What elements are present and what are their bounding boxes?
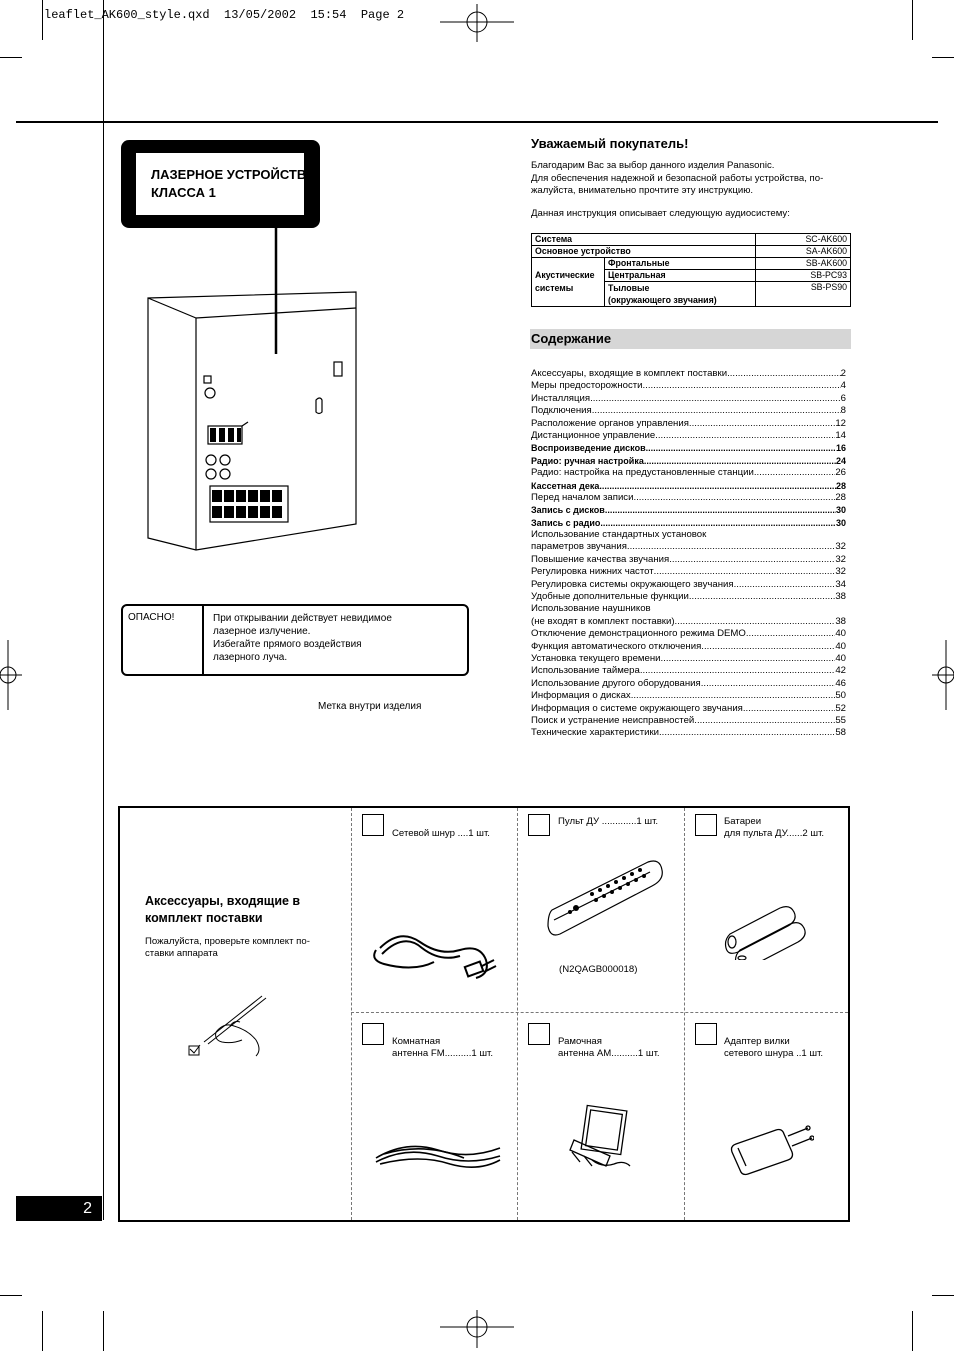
toc-leader-dots — [590, 393, 841, 405]
danger-line-3: Избегайте прямого воздействия — [213, 639, 362, 650]
toc-item-page: 34 — [835, 578, 846, 590]
accessories-title — [145, 893, 335, 927]
toc-row — [531, 603, 846, 615]
am-antenna-illustration — [552, 1100, 642, 1180]
toc-row — [531, 467, 846, 479]
cell-divider — [517, 808, 518, 1220]
toc-item-page: 26 — [835, 467, 846, 479]
toc-item-page: 40 — [835, 628, 846, 640]
toc-leader-dots — [661, 653, 836, 665]
toc-item-text: Запись с радио — [531, 517, 601, 528]
fm-antenna-label-1: Комнатная — [392, 1036, 441, 1047]
toc-item-text: Аксессуары, входящие в комплект поставки — [531, 368, 728, 379]
toc-row — [531, 430, 846, 442]
toc-leader-dots — [599, 480, 836, 492]
toc-item-text: (не входят в комплект поставки) — [531, 615, 675, 627]
toc-item-page: 40 — [835, 652, 846, 664]
toc-row — [531, 591, 846, 603]
plug-adapter-label-1: Адаптер вилки — [724, 1036, 790, 1047]
toc-row — [531, 703, 846, 715]
am-antenna-label-1: Рамочная — [558, 1036, 602, 1047]
toc-item-page: 30 — [835, 505, 846, 516]
remote-label: Пульт ДУ .............1 шт. — [558, 816, 659, 827]
toc-item-text: Регулировка нижних частот — [531, 566, 654, 578]
batteries-checkbox[interactable] — [695, 814, 717, 836]
toc-item-page: 8 — [840, 405, 846, 417]
remote-checkbox[interactable] — [528, 814, 550, 836]
toc-item-text: Использование другого оборудования — [531, 677, 701, 689]
toc-item-page: 38 — [835, 615, 846, 627]
laser-line-1: ЛАЗЕРНОЕ УСТРОЙСТВО — [151, 167, 317, 182]
batteries-illustration — [724, 904, 806, 960]
cell-divider — [351, 808, 352, 1220]
front-value: SB-AK600 — [756, 258, 851, 270]
toc-item-text: Поиск и устранение неисправностей — [531, 714, 695, 726]
center-label: Центральная — [605, 270, 756, 282]
toc-leader-dots — [633, 492, 835, 504]
toc-row — [531, 405, 846, 417]
toc-item-page: 38 — [835, 591, 846, 603]
toc-row — [531, 541, 846, 553]
toc-item-text: Расположение органов управления — [531, 417, 689, 429]
remote-illustration — [546, 850, 664, 938]
toc-leader-dots — [727, 368, 841, 380]
toc-item-page: 30 — [835, 517, 846, 528]
toc-row — [531, 579, 846, 591]
toc-leader-dots — [689, 591, 835, 603]
toc-item-text: Технические характеристики — [531, 727, 660, 739]
danger-label: ОПАСНО! — [128, 612, 175, 623]
toc-leader-dots — [734, 579, 836, 591]
toc-item-page: 32 — [835, 553, 846, 565]
toc-item-page: 32 — [835, 566, 846, 578]
toc-leader-dots — [675, 616, 836, 628]
toc-leader-dots — [694, 715, 835, 727]
contents-title: Содержание — [531, 331, 612, 346]
intro-system-line: Данная инструкция описывает следующую аудиосистему: — [531, 208, 790, 219]
danger-line-4: лазерного луча. — [213, 652, 288, 663]
toc-item-page: 46 — [835, 677, 846, 689]
speakers-label-1: Акустические — [535, 270, 595, 280]
toc-leader-dots — [627, 541, 835, 553]
remote-code: (N2QAGB000018) — [559, 964, 638, 975]
toc-item-page: 24 — [835, 455, 846, 466]
fm-antenna-illustration — [372, 1136, 504, 1176]
toc-item-page: 4 — [840, 380, 846, 392]
toc-item-page: 42 — [835, 665, 846, 677]
toc-row — [531, 727, 846, 739]
toc-row — [531, 641, 846, 653]
toc-item-page: 52 — [835, 702, 846, 714]
toc-row — [531, 715, 846, 727]
toc-row — [531, 380, 846, 392]
toc-item-text: Подключения — [531, 405, 592, 417]
power-cord-illustration — [370, 928, 502, 988]
intro-paragraph — [531, 160, 856, 198]
plug-adapter-label — [724, 1036, 823, 1060]
toc-item-text: параметров звучания — [531, 541, 627, 553]
toc-leader-dots — [701, 641, 835, 653]
accessories-title-2: комплект поставки — [145, 911, 263, 925]
toc-item-page: 14 — [835, 429, 846, 441]
toc-item-text: Кассетная дека — [531, 480, 600, 491]
table-of-contents — [531, 368, 846, 740]
toc-item-page: 40 — [835, 640, 846, 652]
accessories-text-2: ставки аппарата — [145, 948, 218, 959]
toc-item-text: Воспроизведение дисков — [531, 443, 646, 454]
rear-label-1: Тыловые — [608, 283, 650, 293]
toc-item-text: Дистанционное управление — [531, 429, 656, 441]
toc-leader-dots — [689, 418, 835, 430]
danger-divider — [202, 606, 204, 674]
toc-item-text: Радио: настройка на предустановленные станции — [531, 467, 754, 479]
fm-antenna-label-2: антенна FM..........1 шт. — [392, 1048, 494, 1059]
accessories-text — [145, 936, 335, 960]
main-unit-label: Основное устройство — [532, 246, 756, 258]
toc-row — [531, 504, 846, 516]
toc-row — [531, 492, 846, 504]
batteries-label-1: Батареи — [724, 816, 762, 827]
intro-heading: Уважаемый покупатель! — [531, 136, 689, 151]
toc-row — [531, 566, 846, 578]
toc-leader-dots — [651, 603, 846, 615]
toc-row — [531, 368, 846, 380]
cell-divider — [351, 1012, 848, 1013]
toc-row — [531, 393, 846, 405]
toc-row — [531, 455, 846, 467]
page-number: 2 — [16, 1196, 102, 1221]
danger-text — [213, 612, 392, 664]
toc-row — [531, 554, 846, 566]
intro-line-3: жалуйста, внимательно прочтите эту инструкцию. — [531, 185, 754, 196]
rear-label — [605, 282, 756, 307]
toc-leader-dots — [592, 405, 841, 417]
system-table — [531, 233, 851, 307]
file-header: leaflet_AK600_style.qxd 13/05/2002 15:54 Page 2 — [44, 8, 405, 22]
toc-item-page: 2 — [840, 368, 846, 379]
toc-item-page: 6 — [840, 392, 846, 404]
toc-item-text: Использование наушников — [531, 603, 651, 615]
toc-row — [531, 517, 846, 529]
toc-leader-dots — [654, 566, 836, 578]
toc-item-text: Установка текущего времени — [531, 652, 661, 664]
toc-leader-dots — [659, 727, 835, 739]
rear-label-2: (окружающего звучания) — [608, 295, 717, 305]
toc-leader-dots — [643, 380, 841, 392]
intro-line-1: Благодарим Вас за выбор данного изделия Panasonic. — [531, 160, 775, 171]
toc-row — [531, 690, 846, 702]
plug-adapter-checkbox[interactable] — [695, 1023, 717, 1045]
mark-label: Метка внутри изделия — [318, 701, 422, 712]
speakers-label-2: системы — [535, 283, 574, 293]
toc-leader-dots — [631, 690, 836, 702]
toc-item-text: Инсталляция — [531, 392, 591, 404]
toc-row — [531, 616, 846, 628]
cell-divider — [684, 808, 685, 1220]
batteries-label-2: для пульта ДУ......2 шт. — [724, 828, 825, 839]
toc-item-page: 16 — [835, 443, 846, 454]
toc-item-page: 12 — [835, 417, 846, 429]
intro-line-2: Для обеспечения надежной и безопасной работы устройства, по- — [531, 172, 824, 184]
toc-item-page: 28 — [835, 480, 846, 491]
toc-row — [531, 678, 846, 690]
toc-item-text: Функция автоматического отключения — [531, 640, 702, 652]
fm-antenna-checkbox[interactable] — [362, 1023, 384, 1045]
fm-antenna-label — [392, 1036, 493, 1060]
toc-item-text: Использование таймера — [531, 665, 640, 677]
toc-leader-dots — [655, 430, 835, 442]
am-antenna-checkbox[interactable] — [528, 1023, 550, 1045]
system-label: Система — [532, 234, 756, 246]
toc-item-text: Отключение демонстрационного режима DEMO — [531, 628, 746, 640]
accessories-title-1: Аксессуары, входящие в — [145, 894, 301, 908]
toc-item-page: 55 — [835, 714, 846, 726]
accessories-text-1: Пожалуйста, проверьте комплект по- — [145, 936, 310, 947]
toc-item-page: 28 — [835, 491, 846, 503]
toc-item-text: Радио: ручная настройка — [531, 455, 644, 466]
laser-line-2: КЛАССА 1 — [151, 185, 216, 200]
toc-item-text: Запись с дисков — [531, 505, 605, 516]
toc-item-page: 58 — [835, 727, 846, 739]
danger-line-1: При открывании действует невидимое — [213, 613, 392, 624]
toc-row — [531, 529, 846, 541]
pen-hand-illustration — [186, 990, 276, 1060]
toc-item-text: Информация о дисках — [531, 690, 631, 702]
toc-leader-dots — [743, 703, 835, 715]
center-value: SB-PC93 — [756, 270, 851, 282]
batteries-label — [724, 816, 824, 840]
toc-row — [531, 665, 846, 677]
speakers-label — [532, 258, 605, 307]
toc-leader-dots — [605, 504, 836, 516]
front-label: Фронтальные — [605, 258, 756, 270]
toc-row — [531, 480, 846, 492]
toc-row — [531, 418, 846, 430]
toc-leader-dots — [644, 455, 836, 467]
toc-item-text: Повышение качества звучания — [531, 553, 670, 565]
am-antenna-label-2: антенна AM..........1 шт. — [558, 1048, 660, 1059]
toc-leader-dots — [640, 665, 836, 677]
laser-label-text — [151, 166, 316, 202]
plug-adapter-illustration — [728, 1116, 814, 1176]
toc-item-text: Регулировка системы окружающего звучания — [531, 578, 734, 590]
toc-item-text: Использование стандартных установок — [531, 529, 707, 541]
unit-rear-illustration — [140, 228, 370, 558]
toc-leader-dots — [706, 529, 846, 541]
toc-leader-dots — [669, 554, 835, 566]
toc-leader-dots — [701, 678, 836, 690]
am-antenna-label — [558, 1036, 660, 1060]
toc-leader-dots — [600, 517, 836, 529]
toc-item-text: Удобные дополнительные функции — [531, 591, 689, 603]
power-cord-checkbox[interactable] — [362, 814, 384, 836]
rear-value: SB-PS90 — [756, 282, 851, 307]
toc-leader-dots — [746, 628, 835, 640]
toc-row — [531, 628, 846, 640]
system-value: SC-AK600 — [756, 234, 851, 246]
toc-item-text: Перед началом записи — [531, 491, 634, 503]
power-cord-label: Сетевой шнур ....1 шт. — [392, 828, 490, 839]
toc-row — [531, 653, 846, 665]
main-unit-value: SA-AK600 — [756, 246, 851, 258]
toc-leader-dots — [754, 467, 835, 479]
toc-item-page: 32 — [835, 541, 846, 553]
toc-item-page: 50 — [835, 690, 846, 702]
danger-line-2: лазерное излучение. — [213, 626, 311, 637]
toc-item-text: Информация о системе окружающего звучания — [531, 702, 743, 714]
plug-adapter-label-2: сетевого шнура ..1 шт. — [724, 1048, 824, 1059]
toc-leader-dots — [646, 442, 836, 454]
toc-row — [531, 442, 846, 454]
toc-item-text: Меры предосторожности — [531, 380, 643, 392]
